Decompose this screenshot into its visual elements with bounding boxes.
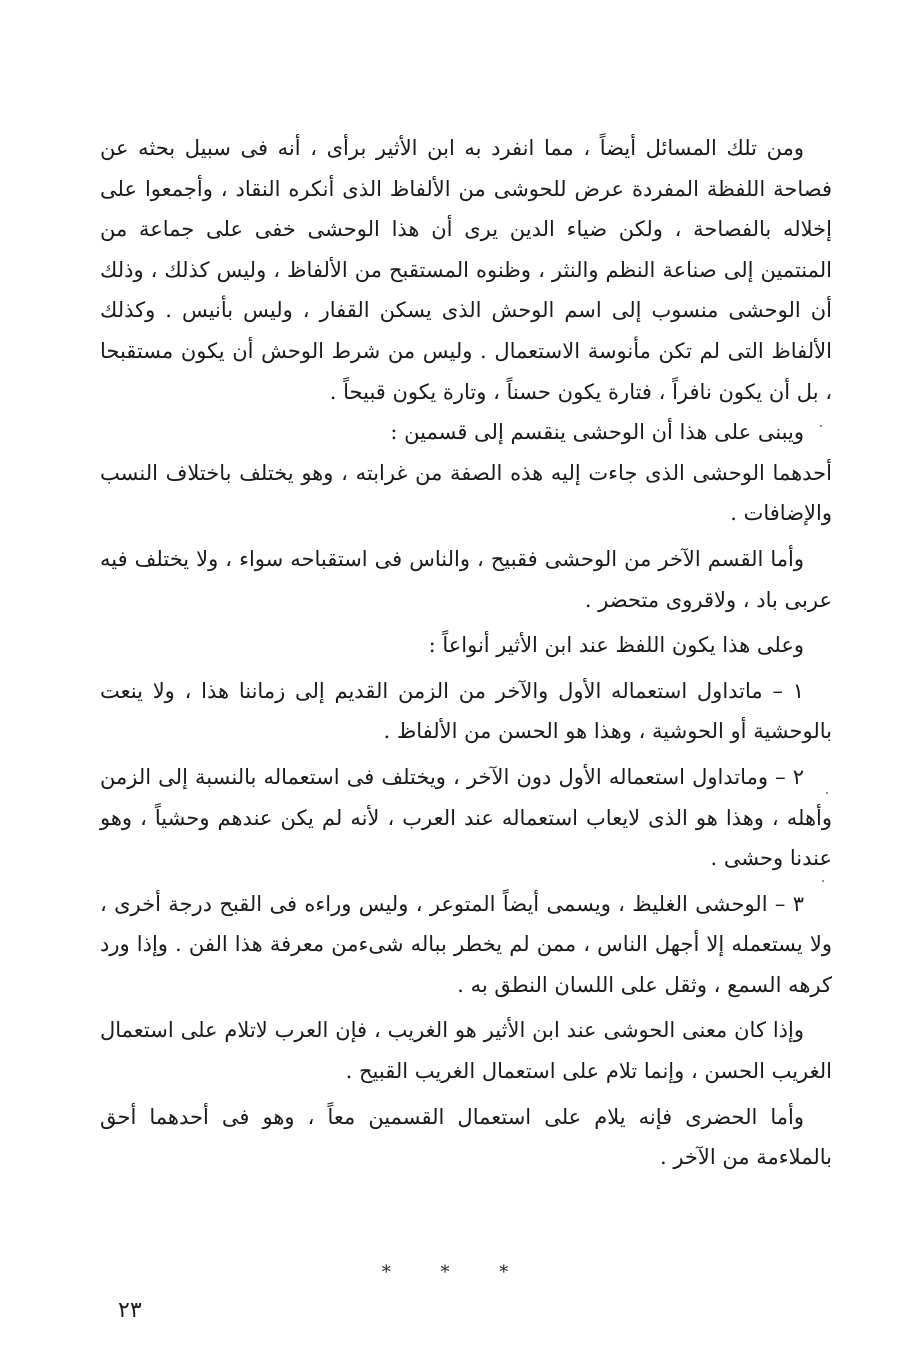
page-number: ٢٣: [118, 1298, 142, 1323]
paragraph-4: وأما القسم الآخر من الوحشى فقبيح ، والناس فى استقباحه سواء ، ولا يختلف فيه عربى باد ، ولاقروى متحضر .: [100, 546, 832, 612]
paragraph-1: ومن تلك المسائل أيضاً ، مما انفرد به ابن الأثير برأى ، أنه فى سبيل بحثه عن فصاحة اللفظة المفردة عرض للحوشى من الألفاظ الذى أنكره النقاد ، وأجمعوا على إخلاله بالفصاحة ، ولكن ضياء الدين يرى أن هذا الوحشى خفى على جماعة من المنتمين إلى صناعة النظم والنثر ، وظنوه المستقبح من الألفاظ ، وليس كذلك ، وذلك أن الوحشى منسوب إلى اسم الوحش الذى يسكن القفار ، وليس بأنيس . وكذلك الألفاظ التى لم تكن مأنوسة الاستعمال . وليس من شرط الوحش أن يكون مستقبحا ، بل أن يكون نافراً ، فتارة يكون حسناً ، وتارة يكون قبيحاً .: [100, 136, 832, 404]
paragraph-7: ٢ – وماتداول استعماله الأول دون الآخر ، ويختلف فى استعماله بالنسبة إلى الزمن وأهله ، وهذا هو الذى لايعاب استعماله عند العرب ، لأنه لم يكن عندهم وحشياً ، وهو عندنا وحشى .: [100, 764, 832, 871]
paragraph-6: ١ – ماتداول استعماله الأول والآخر من الزمن القديم إلى زماننا هذا ، ولا ينعت بالوحشية أو الحوشية ، وهذا هو الحسن من الألفاظ .: [100, 678, 832, 744]
paragraph-10: وأما الحضرى فإنه يلام على استعمال القسمين معاً ، وهو فى أحدهما أحق بالملاءمة من الآخر .: [100, 1104, 832, 1170]
paragraph-8: ٣ – الوحشى الغليظ ، ويسمى أيضاً المتوعر ، وليس وراءه فى القبح درجة أخرى ، ولا يستعمله إلا أجهل الناس ، ممن لم يخطر بباله شىءمن معرفة هذا الفن . وإذا ورد كرهه السمع ، وثقل على اللسان النطق به .: [100, 891, 832, 997]
paragraph-5: وعلى هذا يكون اللفظ عند ابن الأثير أنواعاً :: [428, 633, 804, 658]
body-text: [100, 128, 832, 1178]
paragraph-2: ويبنى على هذا أن الوحشى ينقسم إلى قسمين :: [390, 420, 804, 445]
paragraph-9: وإذا كان معنى الحوشى عند ابن الأثير هو الغريب ، فإن العرب لاتلام على استعمال الغريب الحسن ، وإنما تلام على استعمال الغريب القبيح .: [100, 1018, 832, 1084]
section-separator: * * *: [381, 1262, 531, 1283]
paragraph-3: أحدهما الوحشى الذى جاءت إليه هذه الصفة من غرابته ، وهو يختلف باختلاف النسب والإضافات .: [100, 460, 832, 526]
